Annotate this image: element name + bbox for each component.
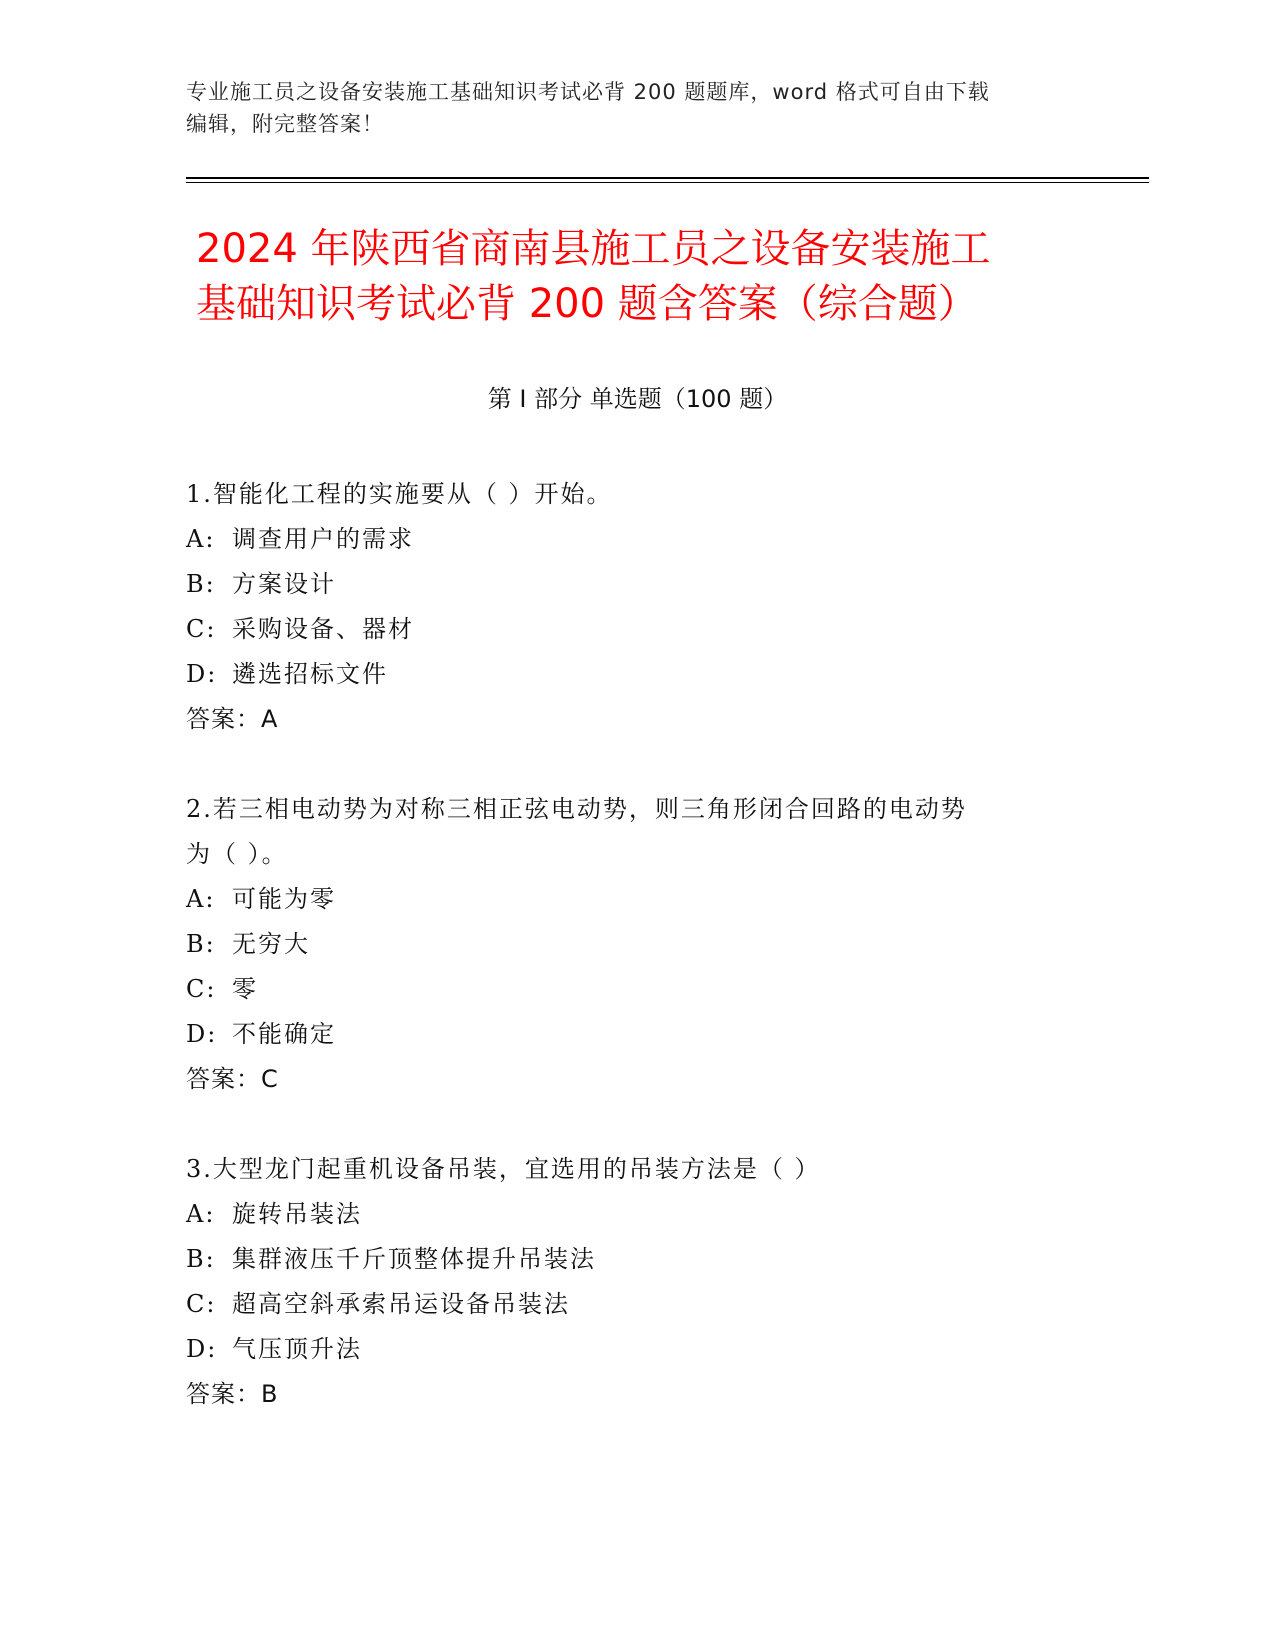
option-letter: C: xyxy=(186,975,217,1003)
question-list xyxy=(186,472,1086,1462)
question-stem: 1.智能化工程的实施要从（ ）开始。 xyxy=(186,480,613,508)
document-title xyxy=(196,222,1096,332)
header-note xyxy=(186,76,1086,140)
option-letter: C: xyxy=(186,1290,217,1318)
option-letter: A: xyxy=(186,1200,216,1228)
option-b xyxy=(186,562,1086,607)
document-title-line-1: 2024 年陕西省商南县施工员之设备安装施工 xyxy=(196,226,991,272)
option-d xyxy=(186,1012,1086,1057)
option-letter: A: xyxy=(186,885,216,913)
question-stem: 3.大型龙门起重机设备吊装，宜选用的吊装方法是（ ） xyxy=(186,1155,821,1183)
question-3 xyxy=(186,1147,1086,1417)
header-divider-thick xyxy=(186,177,1149,179)
option-letter: D: xyxy=(186,1335,218,1363)
option-a xyxy=(186,517,1086,562)
option-text: 方案设计 xyxy=(232,570,336,598)
answer-line: 答案：B xyxy=(186,1380,279,1408)
option-c xyxy=(186,607,1086,652)
option-text: 集群液压千斤顶整体提升吊装法 xyxy=(232,1245,596,1273)
option-letter: D: xyxy=(186,660,218,688)
option-letter: B: xyxy=(186,570,216,598)
option-letter: C: xyxy=(186,615,217,643)
option-letter: D: xyxy=(186,1020,218,1048)
option-text: 采购设备、器材 xyxy=(232,615,414,643)
question-stem-continuation: 为（ ）。 xyxy=(186,840,288,868)
header-note-line-1: 专业施工员之设备安装施工基础知识考试必背 200 题题库，word 格式可自由下载 xyxy=(186,80,990,104)
option-a xyxy=(186,1192,1086,1237)
option-d xyxy=(186,1327,1086,1372)
option-c xyxy=(186,967,1086,1012)
option-a xyxy=(186,877,1086,922)
answer-line: 答案：A xyxy=(186,705,279,733)
answer-line: 答案：C xyxy=(186,1065,279,1093)
option-text: 超高空斜承索吊运设备吊装法 xyxy=(232,1290,570,1318)
question-2 xyxy=(186,787,1086,1102)
header-divider-thin xyxy=(186,182,1149,183)
option-letter: B: xyxy=(186,1245,216,1273)
option-text: 气压顶升法 xyxy=(232,1335,362,1363)
document-title-line-2: 基础知识考试必背 200 题含答案（综合题） xyxy=(196,281,978,327)
option-text: 无穷大 xyxy=(232,930,310,958)
option-letter: B: xyxy=(186,930,216,958)
question-stem: 2.若三相电动势为对称三相正弦电动势，则三角形闭合回路的电动势 xyxy=(186,795,967,823)
option-text: 遴选招标文件 xyxy=(232,660,388,688)
option-b xyxy=(186,922,1086,967)
option-c xyxy=(186,1282,1086,1327)
option-text: 可能为零 xyxy=(232,885,336,913)
question-1 xyxy=(186,472,1086,742)
option-d xyxy=(186,652,1086,697)
option-b xyxy=(186,1237,1086,1282)
option-letter: A: xyxy=(186,525,216,553)
option-text: 旋转吊装法 xyxy=(232,1200,362,1228)
option-text: 不能确定 xyxy=(232,1020,336,1048)
option-text: 调查用户的需求 xyxy=(232,525,414,553)
section-heading: 第 I 部分 单选题（100 题） xyxy=(487,385,788,413)
option-text: 零 xyxy=(232,975,258,1003)
header-note-line-2: 编辑，附完整答案！ xyxy=(186,112,384,136)
